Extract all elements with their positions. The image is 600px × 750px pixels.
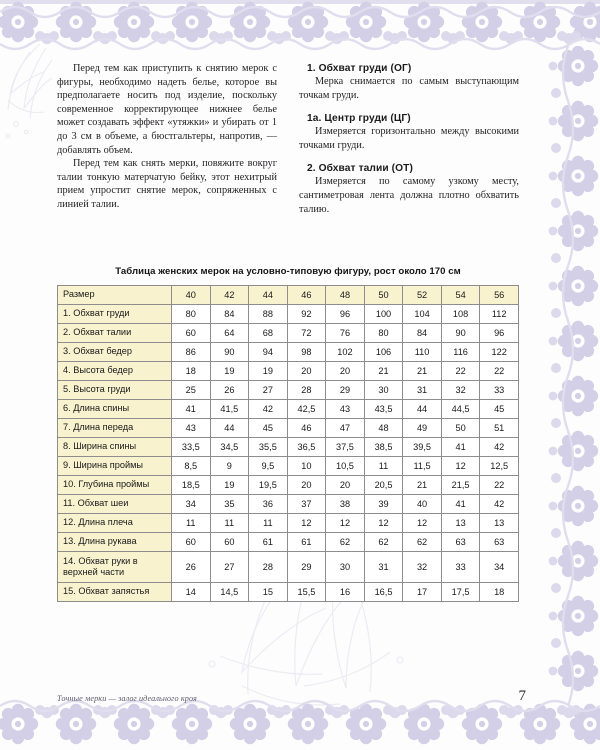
table-cell: 122 bbox=[480, 343, 519, 362]
table-cell: 64 bbox=[210, 324, 249, 343]
header-cell-size: 40 bbox=[172, 286, 211, 305]
table-cell: 60 bbox=[172, 324, 211, 343]
table-cell: 22 bbox=[441, 362, 480, 381]
row-label: 8. Ширина спины bbox=[58, 438, 172, 457]
table-cell: 20 bbox=[326, 476, 365, 495]
table-cell: 94 bbox=[249, 343, 288, 362]
table-cell: 10,5 bbox=[326, 457, 365, 476]
table-cell: 13 bbox=[441, 514, 480, 533]
table-cell: 12 bbox=[403, 514, 442, 533]
table-cell: 9,5 bbox=[249, 457, 288, 476]
table-cell: 49 bbox=[403, 419, 442, 438]
table-cell: 43 bbox=[172, 419, 211, 438]
table-cell: 72 bbox=[287, 324, 326, 343]
table-cell: 41 bbox=[441, 495, 480, 514]
row-label: 1. Обхват груди bbox=[58, 305, 172, 324]
header-cell-size: 50 bbox=[364, 286, 403, 305]
measurements-table bbox=[57, 285, 519, 602]
table-cell: 15,5 bbox=[287, 583, 326, 602]
table-row bbox=[58, 381, 519, 400]
table-cell: 17 bbox=[403, 583, 442, 602]
row-label: 10. Глубина проймы bbox=[58, 476, 172, 495]
table-cell: 42 bbox=[480, 495, 519, 514]
table-row bbox=[58, 533, 519, 552]
table-cell: 19 bbox=[210, 476, 249, 495]
table-cell: 13 bbox=[480, 514, 519, 533]
table-cell: 35 bbox=[210, 495, 249, 514]
section-body: Мерка снимается по самым выступающим точкам груди. bbox=[299, 76, 519, 101]
table-cell: 19 bbox=[210, 362, 249, 381]
row-label: 7. Длина переда bbox=[58, 419, 172, 438]
table-cell: 30 bbox=[326, 552, 365, 583]
table-row bbox=[58, 495, 519, 514]
table-cell: 12 bbox=[364, 514, 403, 533]
table-row bbox=[58, 305, 519, 324]
table-cell: 31 bbox=[403, 381, 442, 400]
table-cell: 18 bbox=[480, 583, 519, 602]
table-cell: 42 bbox=[249, 400, 288, 419]
header-cell-size: 48 bbox=[326, 286, 365, 305]
table-cell: 28 bbox=[287, 381, 326, 400]
section-heading: 2. Обхват талии (ОТ) bbox=[307, 163, 413, 175]
table-cell: 62 bbox=[326, 533, 365, 552]
table-cell: 11 bbox=[172, 514, 211, 533]
table-cell: 90 bbox=[441, 324, 480, 343]
header-cell-size: 46 bbox=[287, 286, 326, 305]
table-cell: 80 bbox=[172, 305, 211, 324]
table-cell: 35,5 bbox=[249, 438, 288, 457]
row-label: 15. Обхват запястья bbox=[58, 583, 172, 602]
table-cell: 9 bbox=[210, 457, 249, 476]
table-cell: 38,5 bbox=[364, 438, 403, 457]
table-cell: 43,5 bbox=[364, 400, 403, 419]
table-cell: 76 bbox=[326, 324, 365, 343]
table-cell: 48 bbox=[364, 419, 403, 438]
table-cell: 63 bbox=[480, 533, 519, 552]
measurement-section bbox=[299, 163, 519, 216]
row-label: 12. Длина плеча bbox=[58, 514, 172, 533]
row-label: 6. Длина спины bbox=[58, 400, 172, 419]
table-cell: 11 bbox=[249, 514, 288, 533]
table-cell: 88 bbox=[249, 305, 288, 324]
table-title: Таблица женских мерок на условно-типовую фигуру, рост около 170 см bbox=[115, 266, 461, 277]
table-cell: 18 bbox=[172, 362, 211, 381]
table-cell: 20 bbox=[326, 362, 365, 381]
table-cell: 44 bbox=[210, 419, 249, 438]
table-cell: 50 bbox=[441, 419, 480, 438]
table-cell: 29 bbox=[326, 381, 365, 400]
table-cell: 22 bbox=[480, 362, 519, 381]
table-cell: 110 bbox=[403, 343, 442, 362]
left-text-column bbox=[57, 62, 277, 227]
table-cell: 34,5 bbox=[210, 438, 249, 457]
table-cell: 45 bbox=[480, 400, 519, 419]
row-label: 13. Длина рукава bbox=[58, 533, 172, 552]
body-text-columns bbox=[57, 62, 519, 227]
row-label: 9. Ширина проймы bbox=[58, 457, 172, 476]
table-cell: 18,5 bbox=[172, 476, 211, 495]
measurement-section bbox=[299, 113, 519, 152]
row-label: 11. Обхват шеи bbox=[58, 495, 172, 514]
table-cell: 86 bbox=[172, 343, 211, 362]
table-cell: 17,5 bbox=[441, 583, 480, 602]
table-row bbox=[58, 438, 519, 457]
table-cell: 46 bbox=[287, 419, 326, 438]
table-cell: 112 bbox=[480, 305, 519, 324]
table-cell: 19 bbox=[249, 362, 288, 381]
table-cell: 29 bbox=[287, 552, 326, 583]
row-label: 14. Обхват руки в верхней части bbox=[58, 552, 172, 583]
table-cell: 31 bbox=[364, 552, 403, 583]
table-cell: 84 bbox=[210, 305, 249, 324]
table-cell: 15 bbox=[249, 583, 288, 602]
table-cell: 90 bbox=[210, 343, 249, 362]
header-cell-measure: Размер bbox=[58, 286, 172, 305]
table-row bbox=[58, 514, 519, 533]
table-row bbox=[58, 343, 519, 362]
table-cell: 8,5 bbox=[172, 457, 211, 476]
table-cell: 21 bbox=[403, 362, 442, 381]
table-cell: 62 bbox=[364, 533, 403, 552]
table-row bbox=[58, 457, 519, 476]
table-cell: 14,5 bbox=[210, 583, 249, 602]
table-cell: 62 bbox=[403, 533, 442, 552]
lace-border-right bbox=[544, 46, 600, 706]
table-cell: 26 bbox=[172, 552, 211, 583]
table-cell: 11 bbox=[210, 514, 249, 533]
table-cell: 12 bbox=[326, 514, 365, 533]
table-cell: 11,5 bbox=[403, 457, 442, 476]
row-label: 2. Обхват талии bbox=[58, 324, 172, 343]
table-cell: 33 bbox=[480, 381, 519, 400]
table-cell: 33 bbox=[441, 552, 480, 583]
lace-border-top bbox=[0, 0, 600, 58]
page-number: 7 bbox=[518, 688, 526, 704]
table-cell: 11 bbox=[364, 457, 403, 476]
table-cell: 47 bbox=[326, 419, 365, 438]
table-cell: 20,5 bbox=[364, 476, 403, 495]
table-cell: 22 bbox=[480, 476, 519, 495]
table-cell: 33,5 bbox=[172, 438, 211, 457]
table-cell: 37,5 bbox=[326, 438, 365, 457]
table-cell: 32 bbox=[403, 552, 442, 583]
table-cell: 44,5 bbox=[441, 400, 480, 419]
right-text-column bbox=[299, 62, 519, 227]
table-cell: 21 bbox=[364, 362, 403, 381]
section-heading: 1. Обхват груди (ОГ) bbox=[307, 63, 412, 74]
table-cell: 80 bbox=[364, 324, 403, 343]
table-cell: 42,5 bbox=[287, 400, 326, 419]
section-body: Измеряется по самому узкому месту, сантиметровая лента должна плотно обхватить талию. bbox=[299, 176, 519, 215]
table-row bbox=[58, 419, 519, 438]
table-row bbox=[58, 476, 519, 495]
table-cell: 60 bbox=[210, 533, 249, 552]
table-cell: 37 bbox=[287, 495, 326, 514]
table-cell: 12,5 bbox=[480, 457, 519, 476]
table-cell: 25 bbox=[172, 381, 211, 400]
table-cell: 68 bbox=[249, 324, 288, 343]
table-row bbox=[58, 324, 519, 343]
table-cell: 63 bbox=[441, 533, 480, 552]
paragraph: Перед тем как приступить к снятию мерок с фигуры, необходимо надеть белье, которое вы предполагаете носить под изделие, поскольку современное корректирующее нижнее белье может создавать эффект «утяжки» и убирать от 1 до 3 см в объеме, а бюстгальтеры, напротив, — добавлять объем. bbox=[57, 63, 277, 156]
table-cell: 16 bbox=[326, 583, 365, 602]
table-cell: 30 bbox=[364, 381, 403, 400]
header-cell-size: 52 bbox=[403, 286, 442, 305]
table-cell: 20 bbox=[287, 476, 326, 495]
table-cell: 41,5 bbox=[210, 400, 249, 419]
table-cell: 14 bbox=[172, 583, 211, 602]
section-body: Измеряется горизонтально между высокими точками груди. bbox=[299, 126, 519, 151]
section-heading: 1а. Центр груди (ЦГ) bbox=[307, 113, 411, 125]
table-cell: 28 bbox=[249, 552, 288, 583]
table-cell: 27 bbox=[249, 381, 288, 400]
table-cell: 38 bbox=[326, 495, 365, 514]
table-cell: 106 bbox=[364, 343, 403, 362]
table-cell: 12 bbox=[441, 457, 480, 476]
table-cell: 51 bbox=[480, 419, 519, 438]
table-cell: 104 bbox=[403, 305, 442, 324]
table-cell: 96 bbox=[326, 305, 365, 324]
table-cell: 27 bbox=[210, 552, 249, 583]
table-cell: 84 bbox=[403, 324, 442, 343]
table-cell: 10 bbox=[287, 457, 326, 476]
table-row bbox=[58, 552, 519, 583]
table-cell: 102 bbox=[326, 343, 365, 362]
row-label: 3. Обхват бедер bbox=[58, 343, 172, 362]
table-cell: 42 bbox=[480, 438, 519, 457]
row-label: 4. Высота бедер bbox=[58, 362, 172, 381]
paragraph: Перед тем как снять мерки, повяжите вокруг талии тонкую матерчатую бейку, этот нехитрый прием упростит снятие мерок, сопряженных с линией талии. bbox=[57, 158, 277, 210]
header-cell-size: 54 bbox=[441, 286, 480, 305]
table-cell: 61 bbox=[249, 533, 288, 552]
table-cell: 34 bbox=[480, 552, 519, 583]
table-cell: 39 bbox=[364, 495, 403, 514]
header-cell-size: 56 bbox=[480, 286, 519, 305]
table-cell: 36,5 bbox=[287, 438, 326, 457]
measurement-section bbox=[299, 63, 519, 102]
table-cell: 61 bbox=[287, 533, 326, 552]
table-cell: 60 bbox=[172, 533, 211, 552]
table-cell: 92 bbox=[287, 305, 326, 324]
table-cell: 36 bbox=[249, 495, 288, 514]
table-cell: 34 bbox=[172, 495, 211, 514]
table-cell: 100 bbox=[364, 305, 403, 324]
table-row bbox=[58, 362, 519, 381]
table-cell: 32 bbox=[441, 381, 480, 400]
table-cell: 19,5 bbox=[249, 476, 288, 495]
table-cell: 45 bbox=[249, 419, 288, 438]
table-cell: 26 bbox=[210, 381, 249, 400]
table-cell: 108 bbox=[441, 305, 480, 324]
table-cell: 41 bbox=[172, 400, 211, 419]
table-cell: 98 bbox=[287, 343, 326, 362]
table-cell: 21 bbox=[403, 476, 442, 495]
table-cell: 20 bbox=[287, 362, 326, 381]
header-cell-size: 42 bbox=[210, 286, 249, 305]
floral-watermark-left bbox=[0, 40, 58, 340]
table-cell: 43 bbox=[326, 400, 365, 419]
table-cell: 96 bbox=[480, 324, 519, 343]
header-cell-size: 44 bbox=[249, 286, 288, 305]
table-cell: 44 bbox=[403, 400, 442, 419]
table-row bbox=[58, 400, 519, 419]
row-label: 5. Высота груди bbox=[58, 381, 172, 400]
table-cell: 40 bbox=[403, 495, 442, 514]
footer-note: Точные мерки — залог идеального кроя bbox=[57, 694, 197, 703]
table-cell: 39,5 bbox=[403, 438, 442, 457]
table-cell: 41 bbox=[441, 438, 480, 457]
table-row bbox=[58, 583, 519, 602]
table-header-row bbox=[58, 286, 519, 305]
table-cell: 12 bbox=[287, 514, 326, 533]
table-cell: 16,5 bbox=[364, 583, 403, 602]
table-cell: 116 bbox=[441, 343, 480, 362]
table-cell: 21,5 bbox=[441, 476, 480, 495]
